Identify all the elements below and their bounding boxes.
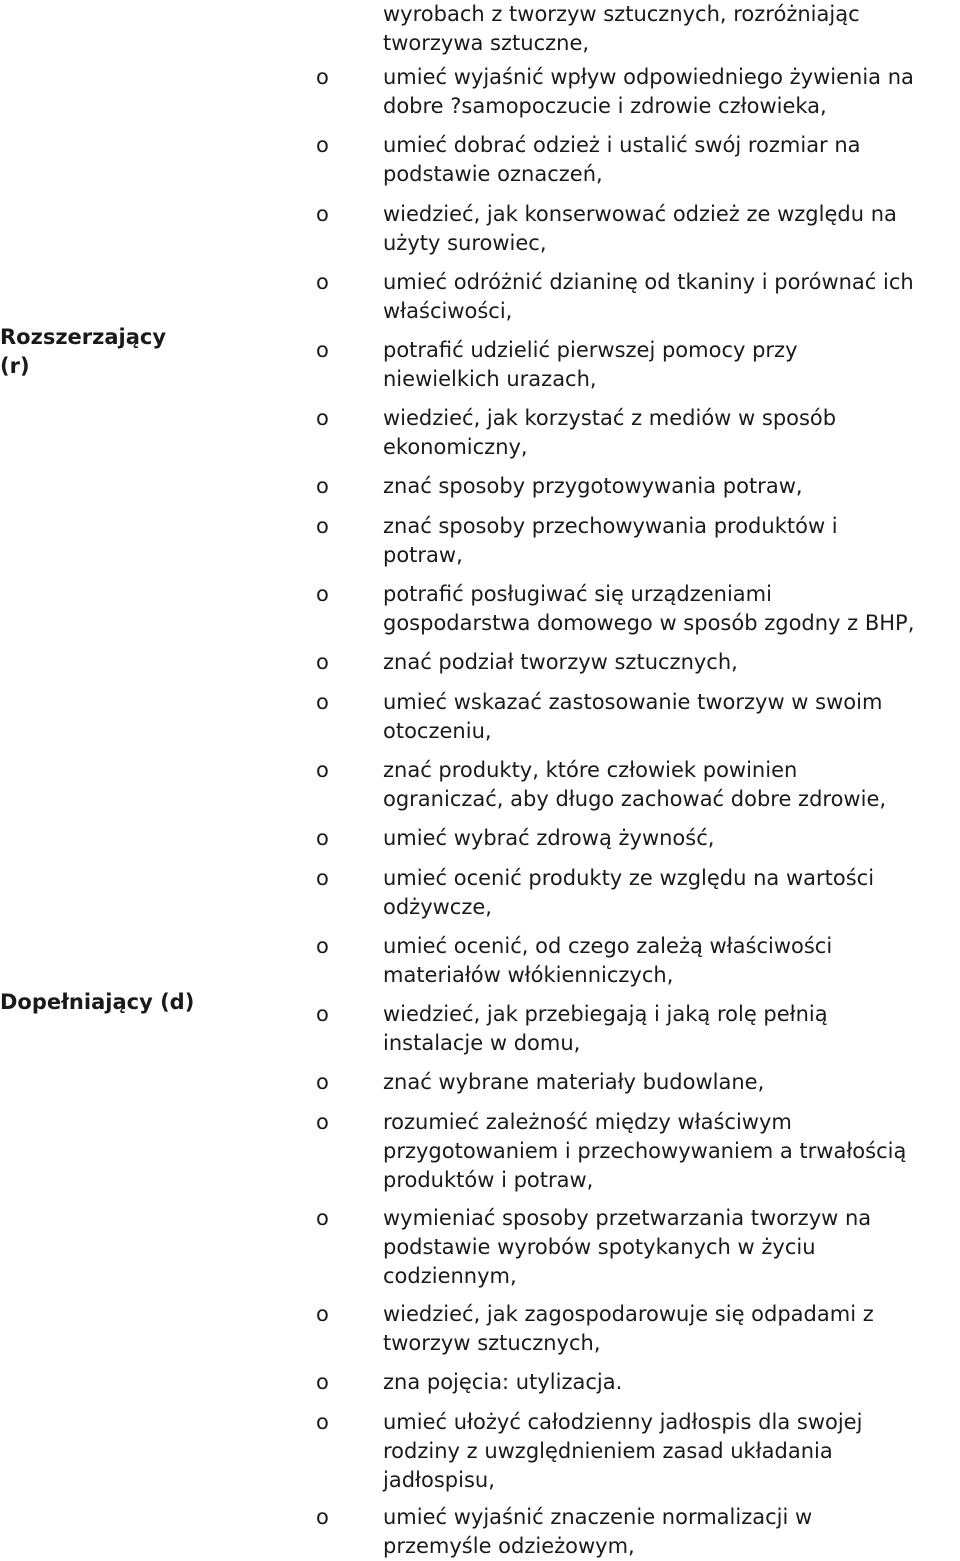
bullet-icon: o [316, 514, 329, 538]
item-text: wiedzieć, jak przebiegają i jaką rolę pełnią instalacje w domu, [383, 1002, 828, 1055]
item-text: umieć wybrać zdrową żywność, [383, 826, 715, 850]
item-text: wyrobach z tworzyw sztucznych, rozróżniając tworzywa sztuczne, [383, 2, 860, 55]
bullet-icon: o [316, 474, 329, 498]
level-label-dopelniajacy: Dopełniający (d) [0, 990, 195, 1014]
level-label-rozszerzajacy: Rozszerzający (r) [0, 325, 167, 378]
bullet-icon: o [316, 1206, 329, 1230]
bullet-icon: o [316, 866, 329, 890]
item-text: umieć ocenić produkty ze względu na wartości odżywcze, [383, 866, 875, 919]
bullet-icon: o [316, 650, 329, 674]
bullet-icon: o [316, 582, 329, 606]
bullet-icon: o [316, 270, 329, 294]
bullet-icon: o [316, 1070, 329, 1094]
item-text: rozumieć zależność między właściwym przygotowaniem i przechowywaniem a trwałością produktów i potraw, [383, 1110, 907, 1192]
item-text: wiedzieć, jak zagospodarowuje się odpadami z tworzyw sztucznych, [383, 1302, 874, 1355]
bullet-icon: o [316, 202, 329, 226]
item-text: potrafić udzielić pierwszej pomocy przy niewielkich urazach, [383, 338, 798, 391]
bullet-icon: o [316, 1302, 329, 1326]
item-text: zna pojęcia: utylizacja. [383, 1370, 623, 1394]
item-text: potrafić posługiwać się urządzeniami gospodarstwa domowego w sposób zgodny z BHP, [383, 582, 915, 635]
bullet-icon: o [316, 133, 329, 157]
item-text: znać produkty, które człowiek powinien ograniczać, aby długo zachować dobre zdrowie, [383, 758, 887, 811]
bullet-icon: o [316, 934, 329, 958]
item-text: wiedzieć, jak konserwować odzież ze względu na użyty surowiec, [383, 202, 897, 255]
item-text: znać podział tworzyw sztucznych, [383, 650, 738, 674]
bullet-icon: o [316, 1002, 329, 1026]
item-text: znać sposoby przechowywania produktów i potraw, [383, 514, 838, 567]
bullet-icon: o [316, 758, 329, 782]
item-text: umieć wyjaśnić wpływ odpowiedniego żywienia na dobre ?samopoczucie i zdrowie człowieka, [383, 65, 914, 118]
item-text: znać wybrane materiały budowlane, [383, 1070, 765, 1094]
item-text: wiedzieć, jak korzystać z mediów w sposób ekonomiczny, [383, 406, 837, 459]
bullet-icon: o [316, 690, 329, 714]
bullet-icon: o [316, 65, 329, 89]
bullet-icon: o [316, 1370, 329, 1394]
item-text: umieć ocenić, od czego zależą właściwości materiałów włókienniczych, [383, 934, 833, 987]
bullet-icon: o [316, 1110, 329, 1134]
bullet-icon: o [316, 1410, 329, 1434]
item-text: umieć ułożyć całodzienny jadłospis dla swojej rodziny z uwzględnieniem zasad układania jadłospisu, [383, 1410, 863, 1492]
item-text: wymieniać sposoby przetwarzania tworzyw na podstawie wyrobów spotykanych w życiu codziennym, [383, 1206, 872, 1288]
bullet-icon: o [316, 406, 329, 430]
bullet-icon: o [316, 826, 329, 850]
item-text: znać sposoby przygotowywania potraw, [383, 474, 803, 498]
bullet-icon: o [316, 338, 329, 362]
item-text: umieć wskazać zastosowanie tworzyw w swoim otoczeniu, [383, 690, 883, 743]
item-text: umieć odróżnić dzianinę od tkaniny i porównać ich właściwości, [383, 270, 914, 323]
item-text: umieć dobrać odzież i ustalić swój rozmiar na podstawie oznaczeń, [383, 133, 861, 186]
item-text: umieć wyjaśnić znaczenie normalizacji w przemyśle odzieżowym, [383, 1505, 813, 1558]
bullet-icon: o [316, 1505, 329, 1529]
